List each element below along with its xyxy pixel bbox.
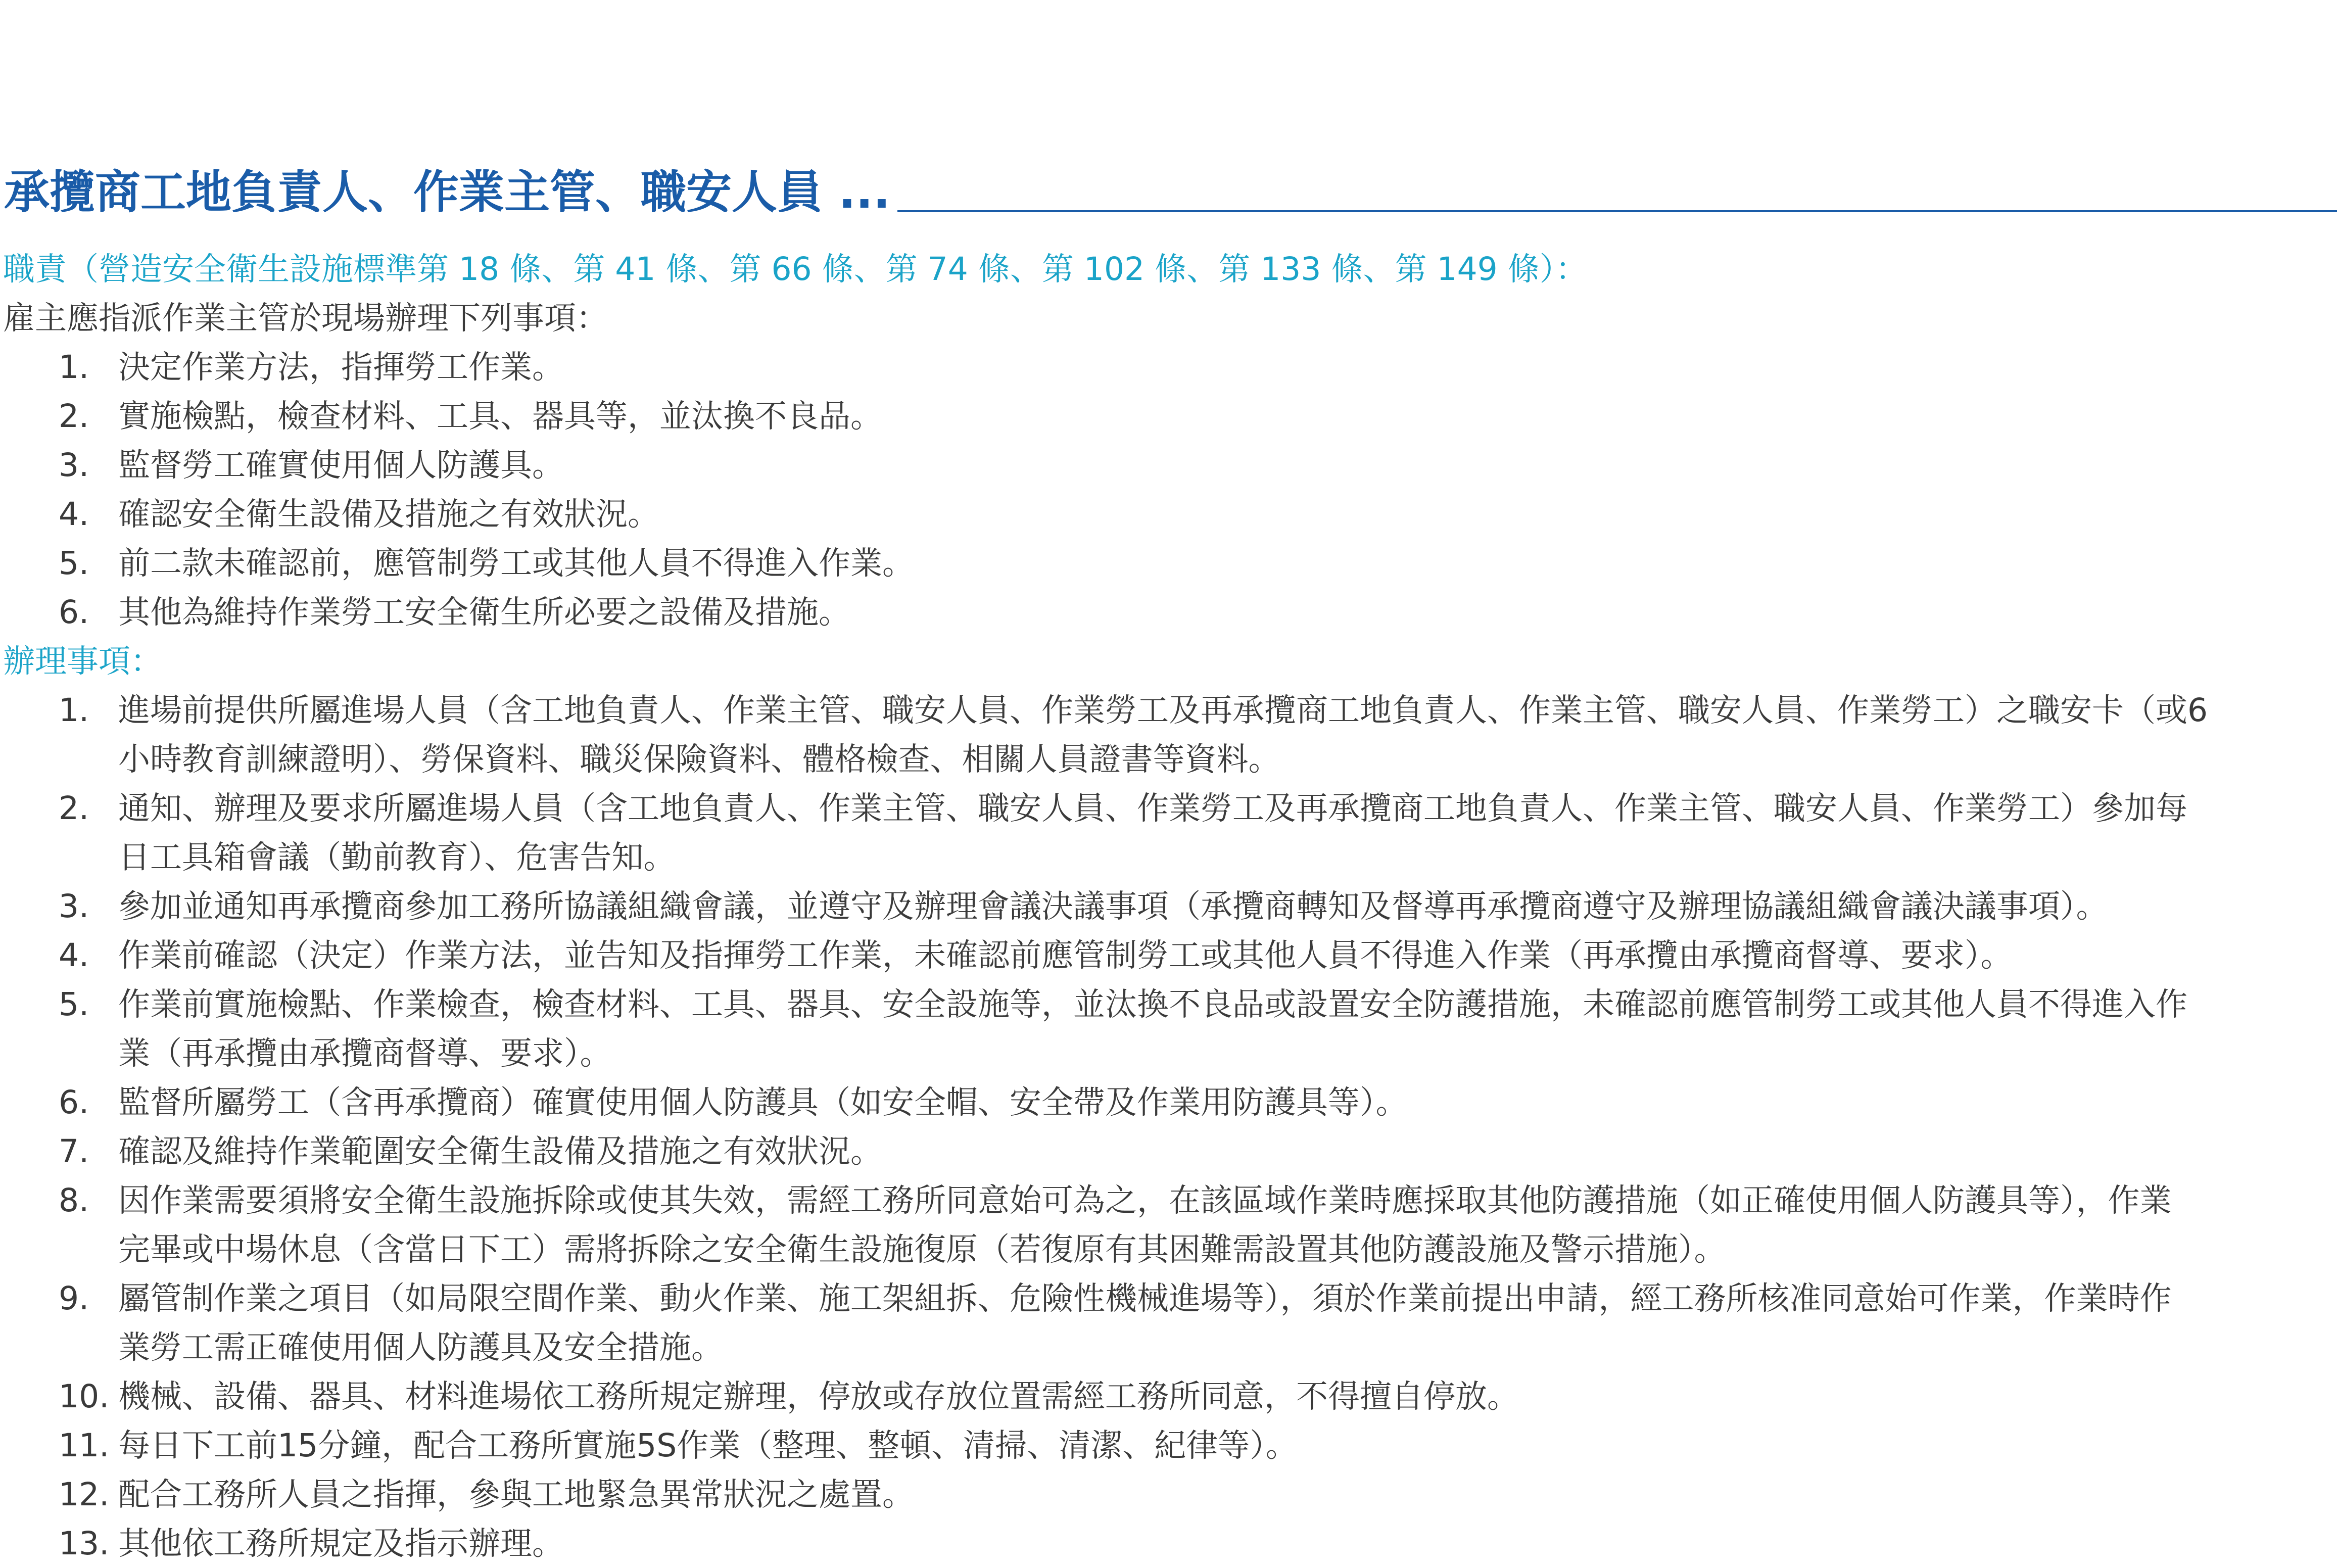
tasks-list-item-text: 其他依工務所規定及指示辦理。 (118, 1525, 564, 1562)
tasks-list-item-continuation: 業勞工需正確使用個人防護具及安全措施。 (118, 1329, 723, 1366)
tasks-list-item (3, 1274, 2337, 1372)
duty-list-item-text: 實施檢點，檢查材料、工具、器具等，並汰換不良品。 (118, 398, 882, 435)
section-heading-title: 承攬商工地負責人、作業主管、職安人員 (4, 166, 823, 219)
tasks-list-item-number: 3. (59, 888, 89, 925)
tasks-list-item-text: 屬管制作業之項目（如局限空間作業、動火作業、施工架組拆、危險性機械進場等），須於作業前提出申請，經工務所核准同意始可作業，作業時作 (118, 1280, 2172, 1317)
duty-list-item-text: 確認安全衛生設備及措施之有效狀況。 (118, 496, 659, 533)
tasks-list-item (3, 980, 2337, 1078)
duty-list-item-number: 5. (59, 545, 89, 582)
duty-list-item-text: 決定作業方法，指揮勞工作業。 (118, 349, 564, 386)
duty-list-item (3, 343, 2337, 392)
tasks-list-item-number: 11. (59, 1427, 110, 1464)
section-heading-row (4, 157, 2337, 222)
duty-list-item-number: 2. (59, 398, 89, 435)
section-heading-ellipsis: ... (838, 166, 890, 219)
tasks-list-item (3, 1078, 2337, 1127)
tasks-list-item-text: 機械、設備、器具、材料進場依工務所規定辦理，停放或存放位置需經工務所同意，不得擅自停放。 (118, 1378, 1519, 1415)
document-body (3, 245, 2337, 1568)
duty-list-item (3, 392, 2337, 441)
duty-intro: 雇主應指派作業主管於現場辦理下列事項： (3, 300, 608, 337)
tasks-list-item (3, 686, 2337, 784)
tasks-list-item (3, 1372, 2337, 1421)
tasks-list-item-text: 因作業需要須將安全衛生設施拆除或使其失效，需經工務所同意始可為之，在該區域作業時應採取其他防護措施（如正確使用個人防護具等），作業 (118, 1182, 2172, 1219)
duty-list-item-number: 1. (59, 349, 89, 386)
duty-list-item-number: 6. (59, 594, 89, 631)
tasks-list-item (3, 1519, 2337, 1568)
tasks-list-item-continuation: 完畢或中場休息（含當日下工）需將拆除之安全衛生設施復原（若復原有其困難需設置其他防護設施及警示措施）。 (118, 1231, 1726, 1268)
duty-list-item (3, 441, 2337, 490)
duty-list-item-text: 監督勞工確實使用個人防護具。 (118, 447, 564, 484)
tasks-list-item-text: 監督所屬勞工（含再承攬商）確實使用個人防護具（如安全帽、安全帶及作業用防護具等）。 (118, 1084, 1408, 1121)
tasks-list-item-text: 參加並通知再承攬商參加工務所協議組織會議，並遵守及辦理會議決議事項（承攬商轉知及督導再承攬商遵守及辦理協議組織會議決議事項）。 (118, 888, 2108, 925)
tasks-list-item (3, 1470, 2337, 1519)
tasks-list-item-number: 1. (59, 692, 89, 729)
tasks-list-item-continuation: 日工具箱會議（勤前教育）、危害告知。 (118, 839, 676, 876)
tasks-list-item-continuation: 小時教育訓練證明）、勞保資料、職災保險資料、體格檢查、相關人員證書等資料。 (118, 741, 1280, 778)
tasks-list-item-text: 進場前提供所屬進場人員（含工地負責人、作業主管、職安人員、作業勞工及再承攬商工地負責人、作業主管、職安人員、作業勞工）之職安卡（或6 (118, 692, 2208, 729)
duty-list-item-number: 4. (59, 496, 89, 533)
tasks-list-item-text: 通知、辦理及要求所屬進場人員（含工地負責人、作業主管、職安人員、作業勞工及再承攬商工地負責人、作業主管、職安人員、作業勞工）參加每 (118, 790, 2187, 827)
tasks-list-item-number: 2. (59, 790, 89, 827)
tasks-list-item-text: 配合工務所人員之指揮，參與工地緊急異常狀況之處置。 (118, 1476, 914, 1513)
tasks-list-item-number: 5. (59, 986, 89, 1023)
duty-list-item (3, 588, 2337, 637)
tasks-list-item-number: 8. (59, 1182, 89, 1219)
tasks-list-item-number: 7. (59, 1133, 89, 1170)
duty-list-item-text: 前二款未確認前，應管制勞工或其他人員不得進入作業。 (118, 545, 914, 582)
tasks-list (3, 686, 2337, 1568)
tasks-list-item-number: 13. (59, 1525, 110, 1562)
tasks-list-item-number: 4. (59, 937, 89, 974)
tasks-list-item-number: 6. (59, 1084, 89, 1121)
section-heading (4, 166, 890, 222)
tasks-list-item (3, 1127, 2337, 1176)
tasks-list-item-continuation: 業（再承攬由承攬商督導、要求）。 (118, 1035, 612, 1072)
tasks-list-item-number: 9. (59, 1280, 89, 1317)
tasks-list-item-text: 作業前實施檢點、作業檢查，檢查材料、工具、器具、安全設施等，並汰換不良品或設置安全防護措施，未確認前應管制勞工或其他人員不得進入作 (118, 986, 2187, 1023)
tasks-list-item-text: 每日下工前15分鐘，配合工務所實施5S作業（整理、整頓、清掃、清潔、紀律等）。 (118, 1427, 1298, 1464)
duty-list-item-text: 其他為維持作業勞工安全衛生所必要之設備及措施。 (118, 594, 850, 631)
duty-list-item (3, 539, 2337, 588)
tasks-list-item-text: 作業前確認（決定）作業方法，並告知及指揮勞工作業，未確認前應管制勞工或其他人員不得進入作業（再承攬由承攬商督導、要求）。 (118, 937, 2013, 974)
tasks-list-item (3, 931, 2337, 980)
heading-rule-divider (897, 210, 2337, 212)
duty-list (3, 343, 2337, 637)
tasks-list-item-number: 12. (59, 1476, 110, 1513)
tasks-list-item-number: 10. (59, 1378, 110, 1415)
tasks-heading: 辦理事項： (3, 643, 162, 680)
duty-list-item (3, 490, 2337, 539)
tasks-list-item (3, 1421, 2337, 1470)
tasks-list-item (3, 784, 2337, 882)
tasks-list-item-text: 確認及維持作業範圍安全衛生設備及措施之有效狀況。 (118, 1133, 882, 1170)
duty-heading: 職責（營造安全衛生設施標準第 18 條、第 41 條、第 66 條、第 74 條、第 102 條、第 133 條、第 149 條）： (3, 251, 1588, 288)
tasks-list-item (3, 882, 2337, 931)
tasks-list-item (3, 1176, 2337, 1274)
duty-list-item-number: 3. (59, 447, 89, 484)
